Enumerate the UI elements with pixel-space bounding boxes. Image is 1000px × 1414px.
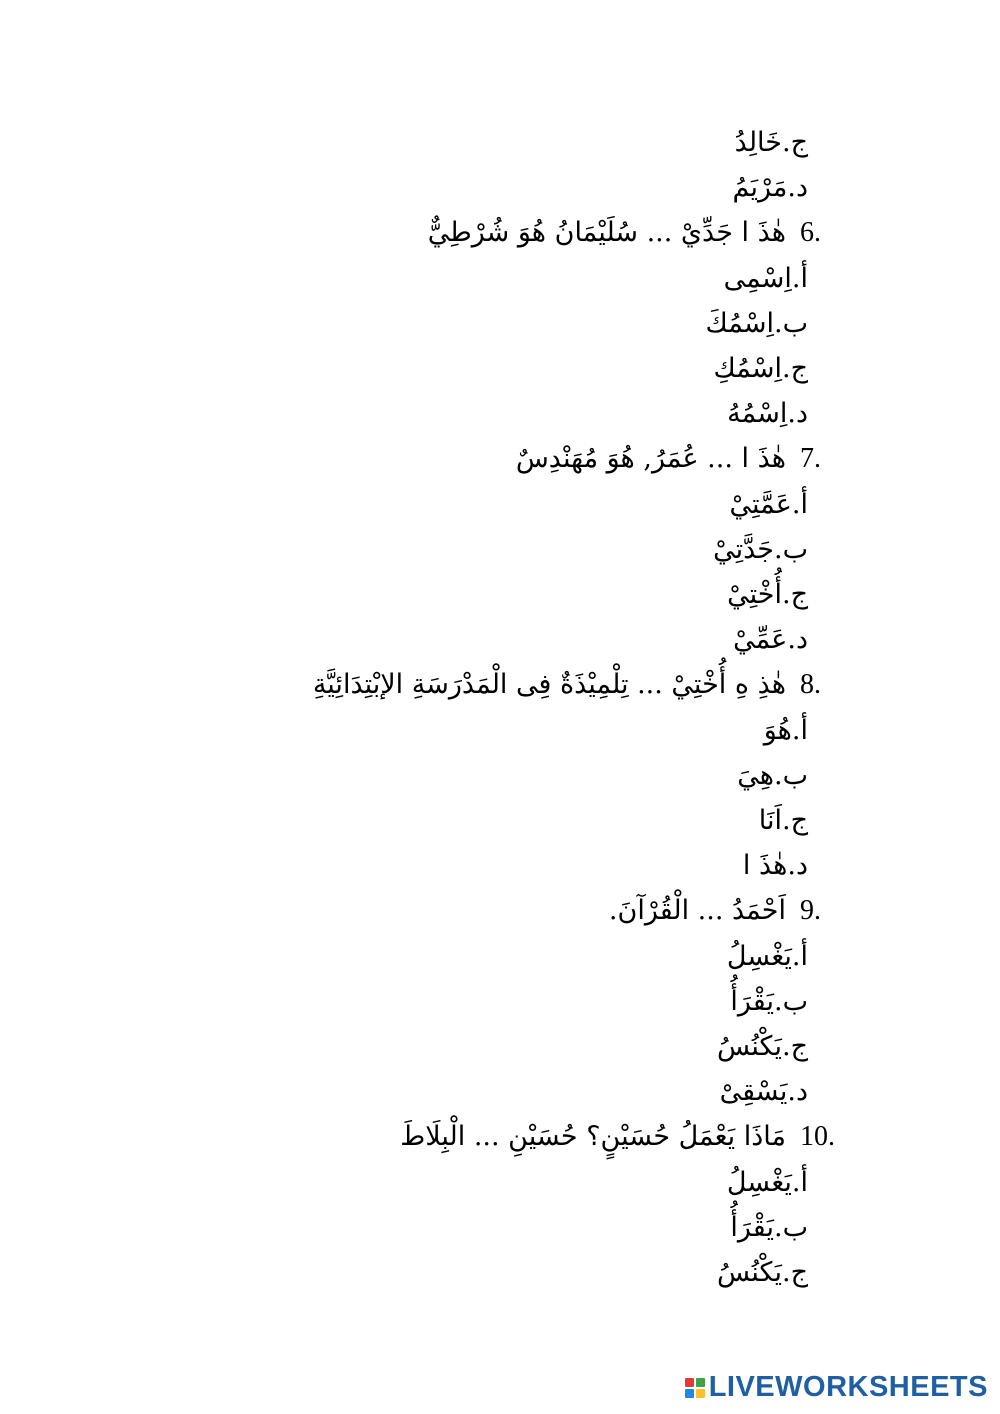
option-text: خَالِدُ [734,127,782,158]
option-letter: أ. [791,714,808,746]
option-text: يَقْرَأُ [730,1211,774,1243]
option-letter: أ. [791,262,808,294]
question-text: هٰذَ ا ... عُمَرُ, هُوَ مُهَنْدِسٌ [515,443,786,475]
question-number: 9. [800,895,821,927]
logo-square-yellow [696,1389,705,1398]
answer-option [598,575,808,615]
option-letter: أ. [791,940,808,972]
option-letter: ج. [781,1031,808,1062]
option-text: مَرْيَمُ [732,172,788,204]
question-7 [516,439,852,479]
question-text: مَاذَا يَعْمَلُ حُسَيْنٍ؟ حُسَيْنِ ... الْبِلَاطَ [400,1121,786,1153]
answer-option [598,1253,808,1293]
option-letter: ب. [773,985,808,1017]
answer-option [598,846,808,886]
answer-option [598,1027,808,1067]
liveworksheets-logo-icon [685,1378,705,1398]
option-text: هٰذَ ا [742,850,788,882]
logo-square-red [685,1378,694,1387]
option-letter: د. [787,1076,808,1108]
answer-option [598,123,808,163]
option-text: يَسْقِىْ [719,1076,788,1108]
answer-option [598,801,808,841]
option-letter: ب. [773,307,808,339]
option-text: أُخْتِيْ [727,579,782,610]
answer-option [598,1163,808,1203]
option-text: هِيَ [737,759,774,791]
option-text: اَنَا [758,805,782,836]
option-letter: أ. [791,1166,808,1198]
question-number: 6. [800,217,821,249]
option-text: اِسْمُهُ [727,398,788,430]
question-text: هٰذَ ا جَدِّيْ ... سُلَيْمَانُ هُوَ شُرْطِيٌّ [427,217,786,249]
option-letter: ب. [773,1211,808,1243]
answer-option [598,530,808,570]
option-letter: ب. [773,533,808,565]
answer-option [598,1208,808,1248]
option-text: عَمَّتِيْ [729,488,792,520]
option-text: اِسْمُكَ [705,307,774,339]
brand-name: LIVEWORKSHEETS [708,1371,988,1403]
question-6 [428,213,852,253]
option-letter: ج. [781,579,808,610]
answer-option [598,304,808,344]
option-text: يَكْنُسُ [716,1257,782,1288]
answer-option [598,756,808,796]
answer-option [598,937,808,977]
answer-option [598,168,808,208]
option-letter: د. [787,624,808,656]
liveworksheets-logo [685,1371,988,1404]
option-text: يَغْسِلُ [726,940,792,972]
option-letter: ج. [781,1257,808,1288]
option-text: يَغْسِلُ [726,1166,792,1198]
option-letter: أ. [791,488,808,520]
option-letter: د. [787,172,808,204]
answer-option [598,259,808,299]
option-text: هُوَ [763,714,792,746]
answer-option [598,485,808,525]
option-text: جَدَّتِيْ [713,533,774,565]
answer-option [598,620,808,660]
option-letter: ج. [781,353,808,384]
question-number: 8. [800,669,821,701]
option-letter: د. [787,398,808,430]
answer-option [598,711,808,751]
question-9 [609,891,852,931]
option-text: يَقْرَأُ [730,985,774,1017]
logo-square-blue [685,1389,694,1398]
option-letter: ج. [781,127,808,158]
option-text: اِسْمِى [723,262,792,294]
option-text: اِسْمُكِ [713,353,782,384]
question-10 [400,1117,852,1157]
answer-option [598,349,808,389]
option-letter: ب. [773,759,808,791]
question-text: اَحْمَدُ ... الْقُرْآنَ. [608,895,786,927]
option-text: عَمِّيْ [733,624,788,656]
answer-option [598,982,808,1022]
answer-option [598,394,808,434]
option-letter: د. [787,850,808,882]
question-number: 7. [800,443,821,475]
question-number: 10. [800,1121,835,1153]
question-8 [313,665,852,705]
option-text: يَكْنُسُ [716,1031,782,1062]
option-letter: ج. [781,805,808,836]
answer-option [598,1072,808,1112]
logo-square-green [696,1378,705,1387]
question-text: هٰذِ هِ أُخْتِيْ ... تِلْمِيْذَةٌ فِى الْمَدْرَسَةِ الإبْتِدَائِيَّةِ [312,669,786,701]
